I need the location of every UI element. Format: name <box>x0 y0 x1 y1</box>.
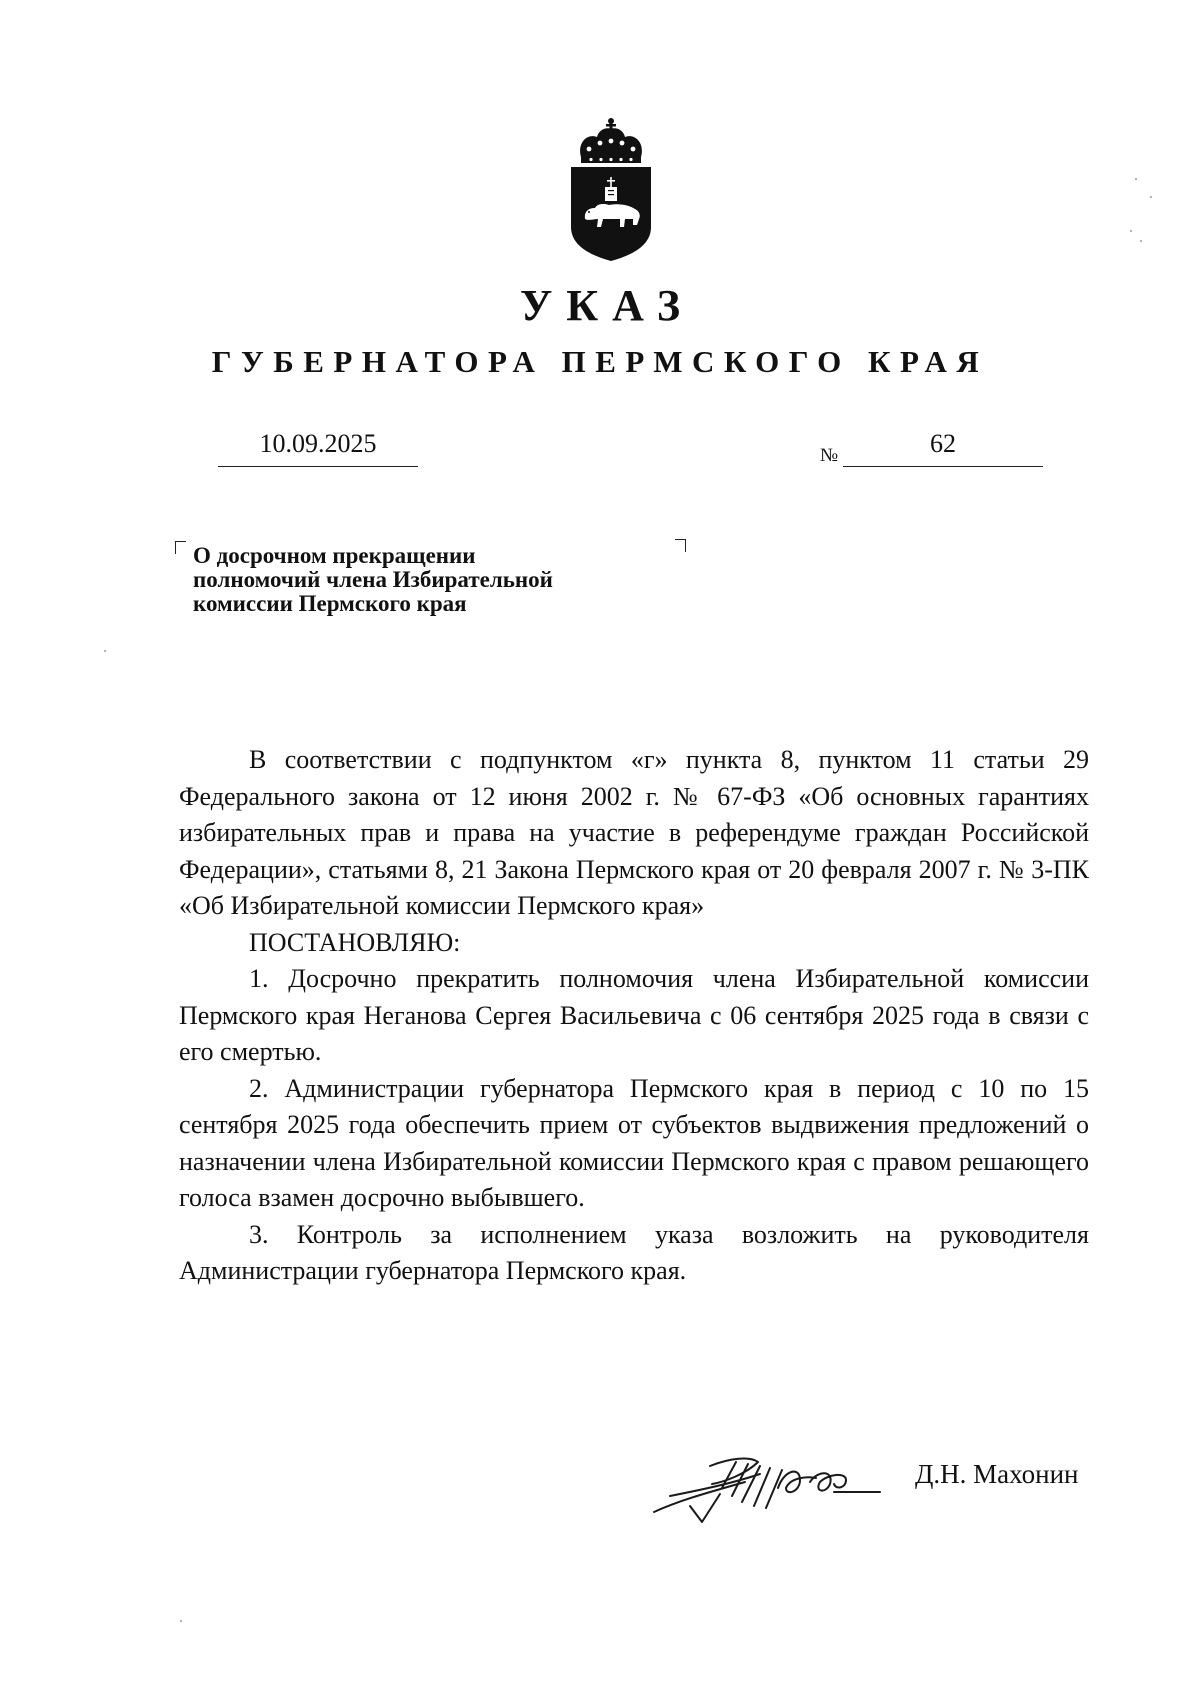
scan-speck <box>1135 178 1137 180</box>
number-sign: № <box>820 445 839 466</box>
subject-bracket-left <box>175 541 186 554</box>
decree-item: 1. Досрочно прекратить полномочия члена Избирательной комиссии Пермского края Неганова Сергея Васильевича с 06 сентября 2025 года в связи с его смертью. <box>179 964 1089 1066</box>
scan-speck <box>1150 196 1152 198</box>
document-body <box>179 742 1089 1290</box>
signer-name: Д.Н. Махонин <box>915 1459 1079 1489</box>
subject-line: О досрочном прекращении <box>193 543 476 568</box>
document-subject <box>193 544 673 616</box>
document-title: УКАЗ <box>519 281 695 330</box>
decree-item: 2. Администрации губернатора Пермского края в период с 10 по 15 сентября 2025 года обеспечить прием от субъектов выдвижения предложений о назначении члена Избирательной комиссии Пермского края с правом решающего голоса взамен досрочно выбывшего. <box>179 1073 1089 1212</box>
scan-speck <box>1130 230 1132 232</box>
subject-line: полномочий члена Избирательной <box>193 567 553 592</box>
decree-word: ПОСТАНОВЛЯЮ: <box>249 927 461 957</box>
subject-bracket-right <box>675 539 686 552</box>
preamble-paragraph: В соответствии с подпунктом «г» пункта 8, пунктом 11 статьи 29 Федерального закона от 12 июня 2002 г. № 67-ФЗ «Об основных гарантиях избирательных прав и права на участие в референдуме граждан Российской Федерации», статьями 8, 21 Закона Пермского края от 20 февраля 2007 г. № 3-ПК «Об Избирательной комиссии Пермского края» <box>179 745 1089 920</box>
coat-of-arms-icon <box>567 115 655 265</box>
subject-line: комиссии Пермского края <box>193 591 467 616</box>
document-date: 10.09.2025 <box>218 426 418 467</box>
document-number: 62 <box>843 426 1043 467</box>
scan-speck <box>1140 240 1142 242</box>
handwritten-signature <box>650 1448 885 1528</box>
decree-item: 3. Контроль за исполнением указа возложить на руководителя Администрации губернатора Пермского края. <box>179 1219 1089 1285</box>
issuer-title: ГУБЕРНАТОРА ПЕРМСКОГО КРАЯ <box>211 344 989 379</box>
scan-speck <box>180 1620 182 1622</box>
scan-speck <box>104 650 106 652</box>
